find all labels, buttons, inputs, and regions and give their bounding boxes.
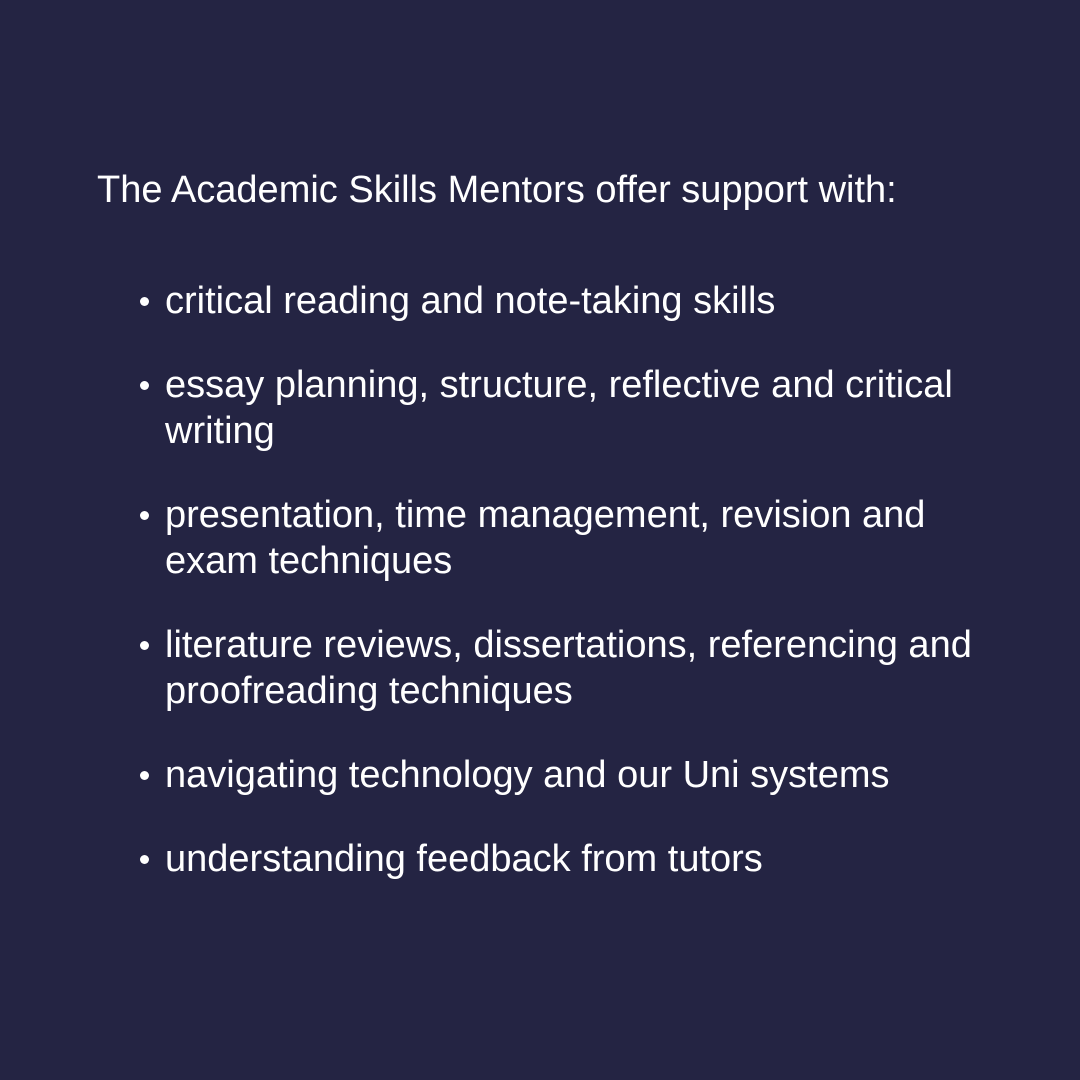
bullet-icon: [140, 381, 149, 390]
support-item-label: navigating technology and our Uni systems: [165, 754, 890, 796]
support-item-technology: [136, 752, 1006, 798]
support-item-exams: [136, 492, 1006, 584]
intro-heading: The Academic Skills Mentors offer support with:: [97, 169, 897, 211]
support-item-label: critical reading and note-taking skills: [165, 280, 776, 322]
bullet-icon: [140, 511, 149, 520]
support-item-feedback: [136, 836, 1006, 882]
bullet-icon: [140, 855, 149, 864]
support-item-label: presentation, time management, revision and exam techniques: [165, 494, 926, 582]
support-item-writing: [136, 362, 1006, 454]
bullet-icon: [140, 641, 149, 650]
support-item-label: understanding feedback from tutors: [165, 838, 763, 880]
support-item-reading: [136, 278, 1006, 324]
bullet-icon: [140, 297, 149, 306]
bullet-icon: [140, 771, 149, 780]
support-list: [136, 278, 1006, 920]
support-item-label: essay planning, structure, reflective and critical writing: [165, 364, 953, 452]
support-item-label: literature reviews, dissertations, referencing and proofreading techniques: [165, 624, 972, 712]
support-item-research: [136, 622, 1006, 714]
